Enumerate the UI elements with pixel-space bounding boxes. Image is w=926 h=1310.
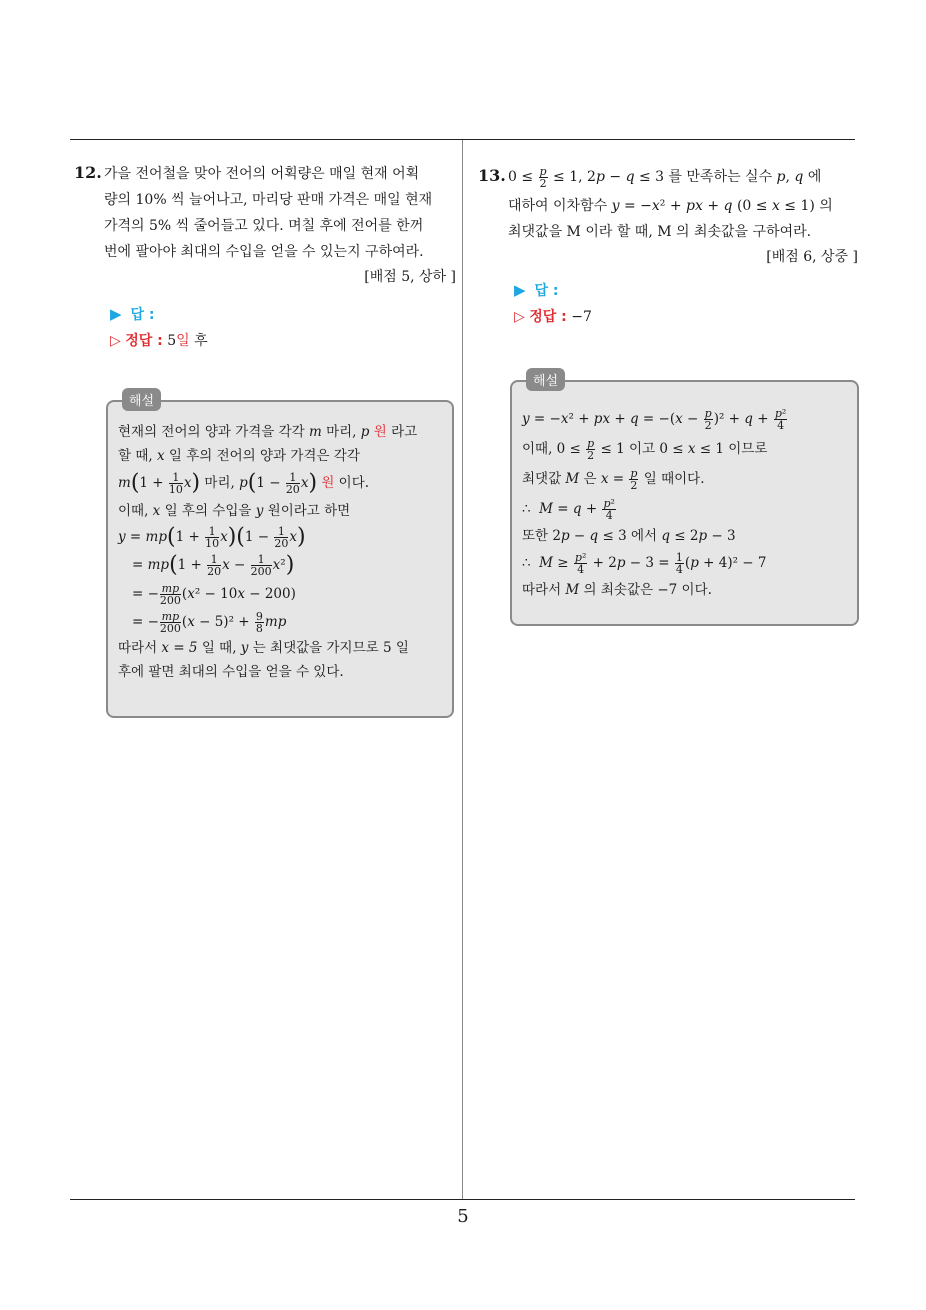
- outline-triangle-icon: ▷: [110, 333, 121, 349]
- correct-label: 정답 :: [125, 333, 163, 349]
- question-text-line: 가을 전어철을 맞아 전어의 어획량은 매일 현재 어획: [104, 166, 420, 182]
- sol-formula: 또한 2p − q ≤ 3 에서 q ≤ 2p − 3: [522, 528, 736, 544]
- sol-text: 또한: [522, 528, 553, 544]
- sol-formula: 따라서 M 의 최솟값은 −7 이다.: [522, 582, 712, 598]
- sol-text: 일 때이다.: [639, 471, 705, 487]
- correct-value-number: 5: [167, 333, 177, 349]
- question-text-line: 13. 0 ≤ $\frac{p}{2}$ ≤ 1, 2p − q ≤ 3 를 만족하는 실수 p, q 에: [478, 160, 858, 193]
- sol-text: 이때,: [522, 441, 557, 457]
- sol-var: x: [156, 448, 165, 464]
- sol-var: x: [152, 502, 161, 519]
- sol-text: 따라서: [522, 582, 566, 598]
- question-text: 의: [814, 198, 833, 214]
- question-text-line: 최댓값을 M 이라 할 때, M 의 최솟값을 구하여라.: [508, 224, 812, 240]
- column-divider: [462, 140, 463, 1200]
- sol-text: 마리,: [321, 424, 361, 440]
- sol-text: 의 최솟값은: [579, 582, 658, 598]
- question-text-line: 량의 10% 씩 늘어나고, 마리당 판매 가격은 매일 현재: [104, 192, 433, 208]
- sol-text: 할 때,: [118, 448, 157, 464]
- sol-text: 최댓값: [522, 471, 566, 487]
- score-label: [배점 6, 상중 ]: [766, 249, 858, 265]
- question-13: [478, 160, 858, 330]
- sol-text: 마리,: [204, 475, 235, 491]
- sol-var: m: [309, 424, 322, 440]
- correct-value-suffix: 후: [194, 333, 208, 349]
- sol-text: 이고: [624, 441, 660, 457]
- question-text-line: 번에 팔아야 최대의 수입을 얻을 수 있는지 구하여라.: [104, 244, 424, 260]
- play-triangle-icon: ▶: [110, 305, 122, 323]
- solution-box-13: [510, 374, 859, 626]
- correct-label: 정답 :: [529, 309, 567, 325]
- sol-formula: ∴ M ≥ $\frac{\text{p²}}{4}$ + 2p − 3 = $\frac{1}{4}$ (p + 4)² − 7: [522, 551, 767, 576]
- sol-formula: ∴ M = q + $\frac{\text{p²}}{4}$: [522, 497, 615, 522]
- sol-text: 라고: [386, 424, 418, 440]
- score-label: [배점 5, 상하 ]: [364, 269, 456, 285]
- sol-text: 후에 팔면 최대의 수입을 얻을 수 있다.: [118, 663, 344, 680]
- answer-row: [74, 301, 456, 328]
- sol-formula: y = mp(1 + $\frac{1}{10}$ x)(1 − $\frac{1}{20}$ x): [118, 524, 306, 550]
- answer-label: 답 :: [534, 283, 559, 299]
- sol-formula: = − $\frac{mp}{200}$ (x² − 10x − 200): [132, 581, 296, 607]
- sol-formula: = mp(1 + $\frac{1}{20}$ x − $\frac{1}{200}$ x²): [132, 552, 295, 578]
- sol-text: 에서: [626, 528, 662, 544]
- sol-text: 일 때,: [197, 639, 241, 656]
- sol-formula: y = −x² + px + q = −(x − $\frac{p}{2}$ )² + q + $\frac{\text{p²}}{4}$: [522, 407, 787, 432]
- sol-text: 이므로: [723, 441, 768, 457]
- play-triangle-icon: ▶: [514, 281, 526, 299]
- sol-text: 원이라고 하면: [263, 502, 351, 519]
- question-number: 12.: [74, 163, 102, 182]
- sol-red-text: 원: [321, 475, 335, 491]
- sol-text: 는 최댓값을 가지므로 5 일: [248, 639, 409, 656]
- solution-tag: 해설: [122, 388, 161, 411]
- question-12: [74, 160, 456, 354]
- sol-formula: m(1 + $\frac{1}{10}$ x) 마리, p(1 − $\frac{1}{20}$ x) 원 이다.: [118, 470, 370, 496]
- question-number: 13.: [478, 166, 506, 185]
- sol-text: 은: [579, 471, 601, 487]
- sol-var: y: [240, 639, 249, 656]
- sol-text: 이다.: [677, 582, 712, 598]
- solution-tag: 해설: [526, 368, 565, 391]
- correct-value-unit: 일: [176, 333, 190, 349]
- sol-red-text: 원: [373, 424, 387, 440]
- sol-text: 따라서: [118, 639, 162, 656]
- sol-text: 일 후의 수입을: [160, 502, 256, 519]
- sol-formula: 이때, 0 ≤ $\frac{p}{2}$ ≤ 1 이고 0 ≤ x ≤ 1 이므로: [522, 437, 768, 462]
- sol-text: 이때,: [118, 502, 153, 519]
- sol-formula: = − $\frac{mp}{200}$ (x − 5)² + $\frac{9}{8}$ mp: [132, 609, 287, 635]
- question-text: 를 만족하는 실수: [664, 169, 777, 185]
- question-text: 대하여 이차함수: [508, 198, 612, 214]
- correct-answer-row: [74, 328, 456, 354]
- bottom-rule: [70, 1199, 855, 1200]
- correct-answer-row: [478, 304, 858, 330]
- page-number: 5: [457, 1206, 469, 1227]
- sol-var: x = 5: [161, 639, 198, 656]
- answer-row: [478, 277, 858, 304]
- answer-label: 답 :: [130, 307, 155, 323]
- correct-value: −7: [571, 309, 592, 325]
- sol-text: 현재의 전어의 양과 가격을 각각: [118, 424, 309, 440]
- sol-var: p: [360, 424, 370, 440]
- question-text-line: 대하여 이차함수 y = −x² + px + q (0 ≤ x ≤ 1) 의: [508, 198, 833, 214]
- sol-text: 이다.: [334, 475, 370, 491]
- sol-text: 일 후의 전어의 양과 가격은 각각: [164, 448, 360, 464]
- sol-var: y: [255, 502, 264, 519]
- outline-triangle-icon: ▷: [514, 309, 525, 325]
- question-text: 에: [803, 169, 822, 185]
- question-text-line: 가격의 5% 씩 줄어들고 있다. 며칠 후에 전어를 한꺼: [104, 218, 424, 234]
- sol-formula: 최댓값 M 은 x = $\frac{p}{2}$ 일 때이다.: [522, 467, 705, 492]
- solution-box-12: [106, 394, 454, 718]
